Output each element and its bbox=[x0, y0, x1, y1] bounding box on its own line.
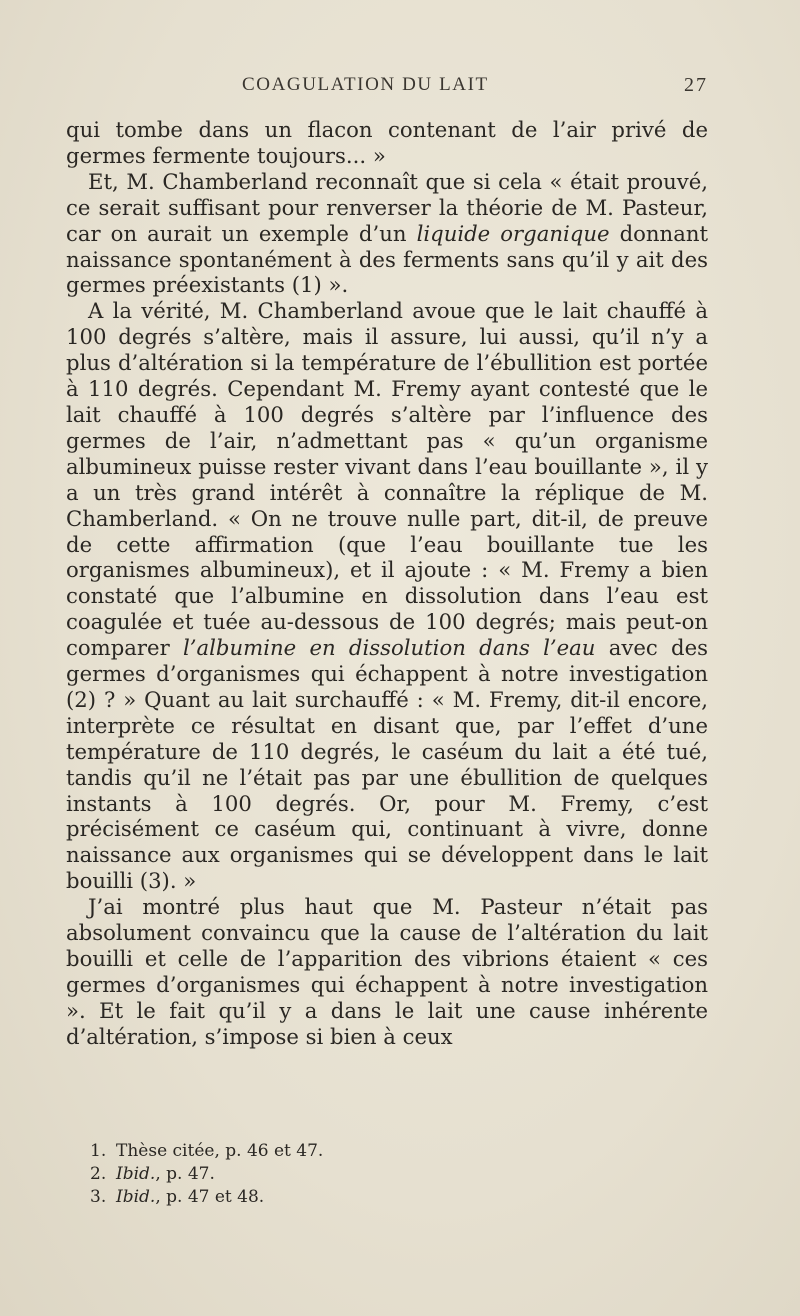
footnote-text: Thèse citée, p. 46 et 47. bbox=[116, 1141, 324, 1161]
page-header bbox=[66, 74, 708, 104]
footnote-number: 1. bbox=[90, 1141, 107, 1161]
footnote-number: 2. bbox=[90, 1164, 107, 1184]
page-number: 27 bbox=[684, 74, 708, 96]
footnote-text: , p. 47 et 48. bbox=[155, 1187, 265, 1207]
italic-text-run: liquide organique bbox=[416, 220, 610, 246]
text-run: donnant naissance spontanément à des ferments sans qu’il y ait des germes préexistants (1) ». bbox=[66, 220, 708, 298]
footnote-italic-text: Ibid. bbox=[116, 1187, 156, 1207]
footnote bbox=[90, 1163, 690, 1186]
footnote bbox=[90, 1140, 690, 1163]
paragraph bbox=[66, 117, 708, 169]
text-run: qui tombe dans un flacon contenant de l’air privé de germes fermente toujours... » bbox=[66, 117, 708, 168]
text-run: avec des germes d’organismes qui échappent à notre investigation (2) ? » Quant au lait surchauffé : « M. Fremy, dit-il encore, interprète ce résultat en disant que, par l’effet d’une température de 110 degrés, le caséum du lait a été tué, tandis qu’il ne l’était pas par une ébullition de quelques instants à 100 degrés. Or, pour M. Fremy, c’est précisément ce caséum qui, continuant à vivre, donne naissance aux organismes qui se développent dans le lait bouilli (3). » bbox=[66, 635, 708, 894]
running-head: COAGULATION DU LAIT bbox=[242, 74, 489, 95]
footnote-italic-text: Ibid. bbox=[116, 1164, 156, 1184]
footnote bbox=[90, 1186, 690, 1209]
italic-text-run: l’albumine en dissolution dans l’eau bbox=[182, 635, 596, 661]
text-run: Et, M. Chamberland reconnaît que si cela « était prouvé, ce serait suffisant pour renverser la théorie de M. Pasteur, car on aurait un exemple d’un bbox=[66, 168, 708, 246]
footnote-text: , p. 47. bbox=[155, 1164, 215, 1184]
paragraph bbox=[66, 298, 708, 894]
text-run: A la vérité, M. Chamberland avoue que le lait chauffé à 100 degrés s’altère, mais il assure, lui aussi, qu’il n’y a plus d’altération si la température de l’ébullition est portée à 110 degrés. Cependant M. Fremy ayant contesté que le lait chauffé à 100 degrés s’altère par l’influence des germes de l’air, n’admettant pas « qu’un organisme albumineux puisse rester vivant dans l’eau bouillante », il y a un très grand intérêt à connaître la réplique de M. Chamberland. « On ne trouve nulle part, dit-il, de preuve de cette affirmation (que l’eau bouillante tue les organismes albumineux), et il ajoute : « M. Fremy a bien constaté que l’albumine en dissolution dans l’eau est coagulée et tuée au-dessous de 100 degrés; mais peut-on comparer bbox=[66, 298, 708, 661]
paragraph bbox=[66, 894, 708, 1049]
paragraph bbox=[66, 169, 708, 299]
text-run: J’ai montré plus haut que M. Pasteur n’était pas absolument convaincu que la cause de l’altération du lait bouilli et celle de l’apparition des vibrions étaient « ces germes d’organismes qui échappent à notre investigation ». Et le fait qu’il y a dans le lait une cause inhérente d’altération, s’impose si bien à ceux bbox=[66, 894, 708, 1049]
body-text bbox=[66, 117, 708, 1050]
footnotes bbox=[90, 1140, 690, 1209]
footnote-number: 3. bbox=[90, 1187, 107, 1207]
